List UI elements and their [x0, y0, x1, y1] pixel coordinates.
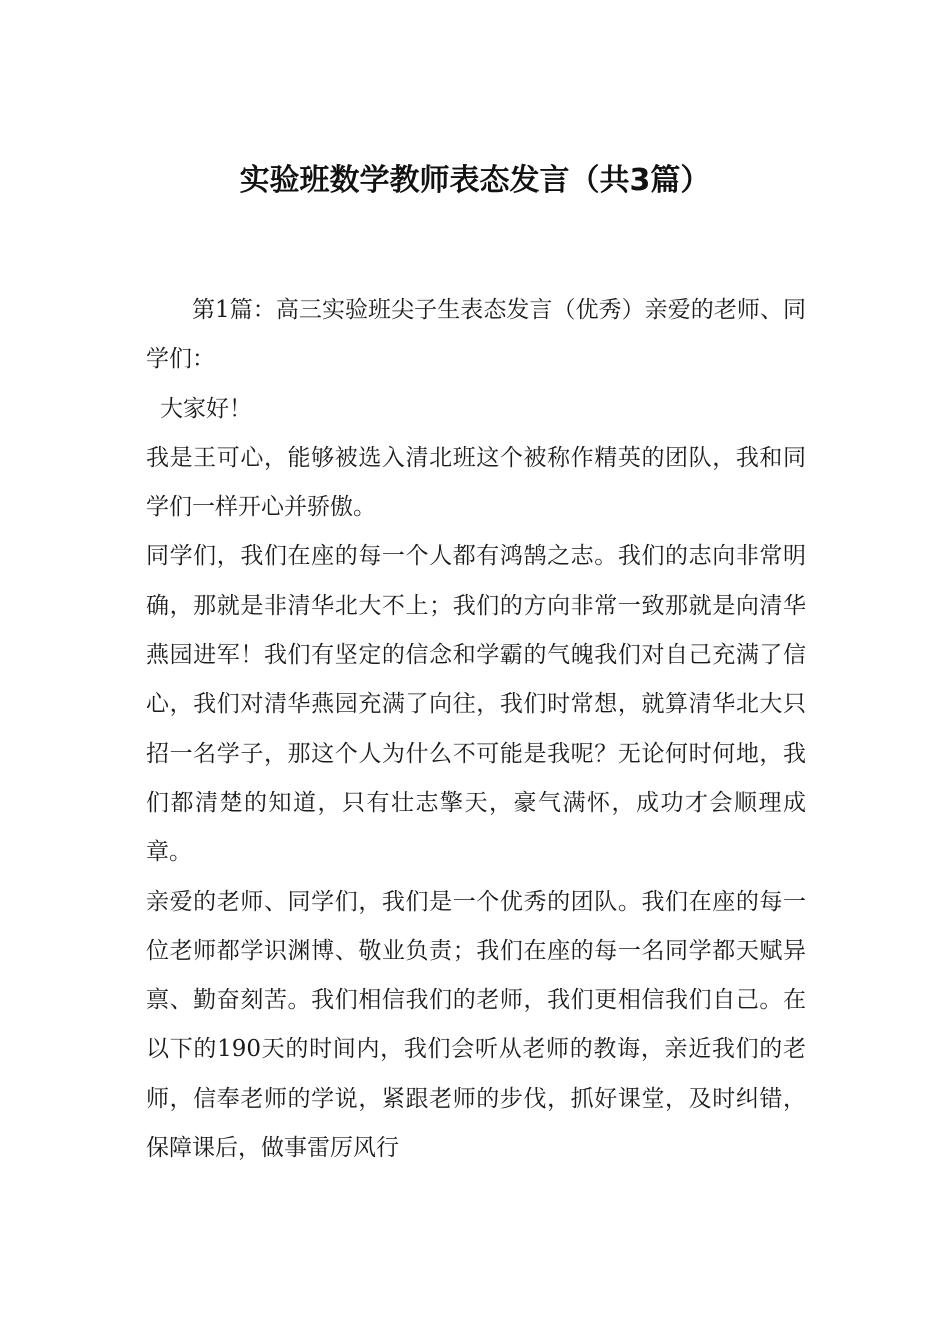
paragraph-ambition: 同学们，我们在座的每一个人都有鸿鹄之志。我们的志向非常明确，那就是非清华北大不上；我们的方向非常一致那就是向清华燕园进军！我们有坚定的信念和学霸的气魄我们对自己充满了信心，我们对清华燕园充满了向往，我们时常想，就算清华北大只招一名学子，那这个人为什么不可能是我呢？无论何时何地，我们都清楚的知道，只有壮志擎天，豪气满怀，成功才会顺理成章。	[146, 543, 806, 866]
document-title: 实验班数学教师表态发言（共3篇）	[239, 163, 711, 198]
paragraph-self-introduction: 我是王可心，能够被选入清北班这个被称作精英的团队，我和同学们一样开心并骄傲。	[146, 444, 806, 521]
document-body	[146, 286, 806, 1173]
paragraph-intro: 第1篇：高三实验班尖子生表态发言（优秀）亲爱的老师、同学们：	[146, 297, 806, 373]
paragraph-team: 亲爱的老师、同学们，我们是一个优秀的团队。我们在座的每一位老师都学识渊博、敬业负责；我们在座的每一名同学都天赋异禀、勤奋刻苦。我们相信我们的老师，我们更相信我们自己。在以下的190天的时间内，我们会听从老师的教诲，亲近我们的老师，信奉老师的学说，紧跟老师的步伐，抓好课堂，及时纠错，保障课后，做事雷厉风行	[146, 888, 806, 1162]
paragraph-greeting: 大家好！	[160, 395, 252, 422]
